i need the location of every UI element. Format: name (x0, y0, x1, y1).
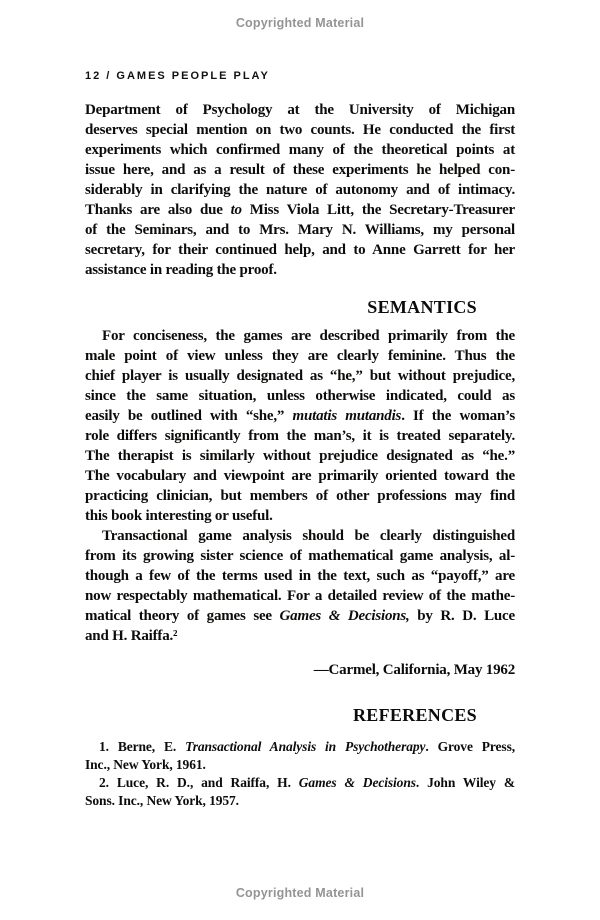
references-heading: REFERENCES (352, 705, 477, 725)
text-line: of the Seminars, and to Mrs. Mary N. Williams, my personal (85, 222, 515, 238)
running-head: 12 / GAMES PEOPLE PLAY (85, 70, 270, 82)
text-line: siderably in clarifying the nature of autonomy and of intimacy. (85, 182, 515, 198)
text-line: Department of Psychology at the University of Michigan (85, 102, 515, 118)
page-content (85, 70, 515, 810)
text-line: Thanks are also due to Miss Viola Litt, the Secretary-Treasurer (85, 202, 515, 218)
text-line: assistance in reading the proof. (85, 262, 277, 278)
reference-item-2 (85, 774, 515, 810)
text-line: Transactional game analysis should be clearly distinguished (102, 528, 515, 544)
semantics-paragraph-2 (85, 526, 515, 646)
text-line: and H. Raiffa.² (85, 628, 178, 644)
acknowledgments-paragraph (85, 100, 515, 280)
semantics-heading: SEMANTICS (367, 297, 477, 317)
text-line: from its growing sister science of mathematical game analysis, al- (85, 548, 515, 564)
text-line: The vocabulary and viewpoint are primarily oriented toward the (85, 468, 515, 484)
text-line: Inc., New York, 1961. (85, 757, 206, 772)
text-line: easily be outlined with “she,” mutatis mutandis. If the woman’s (85, 408, 515, 424)
text-line: The therapist is similarly without prejudice designated as “he.” (85, 448, 515, 464)
text-line: 2. Luce, R. D., and Raiffa, H. Games & Decisions. John Wiley & (99, 775, 516, 790)
text-line: chief player is usually designated as “he,” but without prejudice, (85, 368, 515, 384)
text-line: issue here, and as a result of these experiments he helped con- (85, 162, 515, 178)
page-body (85, 100, 515, 810)
text-line: practicing clinician, but members of other professions may find (85, 488, 515, 504)
copyright-notice-top: Copyrighted Material (235, 16, 365, 30)
signoff-line: —Carmel, California, May 1962 (313, 662, 515, 678)
text-line: 1. Berne, E. Transactional Analysis in Psychotherapy. Grove Press, (99, 739, 515, 754)
text-line: Sons. Inc., New York, 1957. (85, 793, 239, 808)
reference-item-1 (85, 738, 515, 774)
text-line: since the same situation, unless otherwise indicated, could as (85, 388, 515, 404)
text-line: experiments which confirmed many of the theoretical points at (85, 142, 515, 158)
text-line: For conciseness, the games are described primarily from the (102, 328, 515, 344)
text-line: deserves special mention on two counts. He conducted the first (85, 122, 515, 138)
text-line: role differs significantly from the man’s, it is treated separately. (85, 428, 515, 444)
text-line: this book interesting or useful. (85, 508, 273, 524)
text-line: male point of view unless they are clearly feminine. Thus the (85, 348, 515, 364)
text-line: now respectably mathematical. For a detailed review of the mathe- (85, 588, 515, 604)
copyright-notice-bottom: Copyrighted Material (235, 886, 365, 900)
text-line: matical theory of games see Games & Decisions, by R. D. Luce (85, 608, 515, 624)
semantics-paragraph-1 (85, 326, 515, 526)
text-line: secretary, for their continued help, and to Anne Garrett for her (85, 242, 515, 258)
text-line: though a few of the terms used in the text, such as “payoff,” are (85, 568, 515, 584)
